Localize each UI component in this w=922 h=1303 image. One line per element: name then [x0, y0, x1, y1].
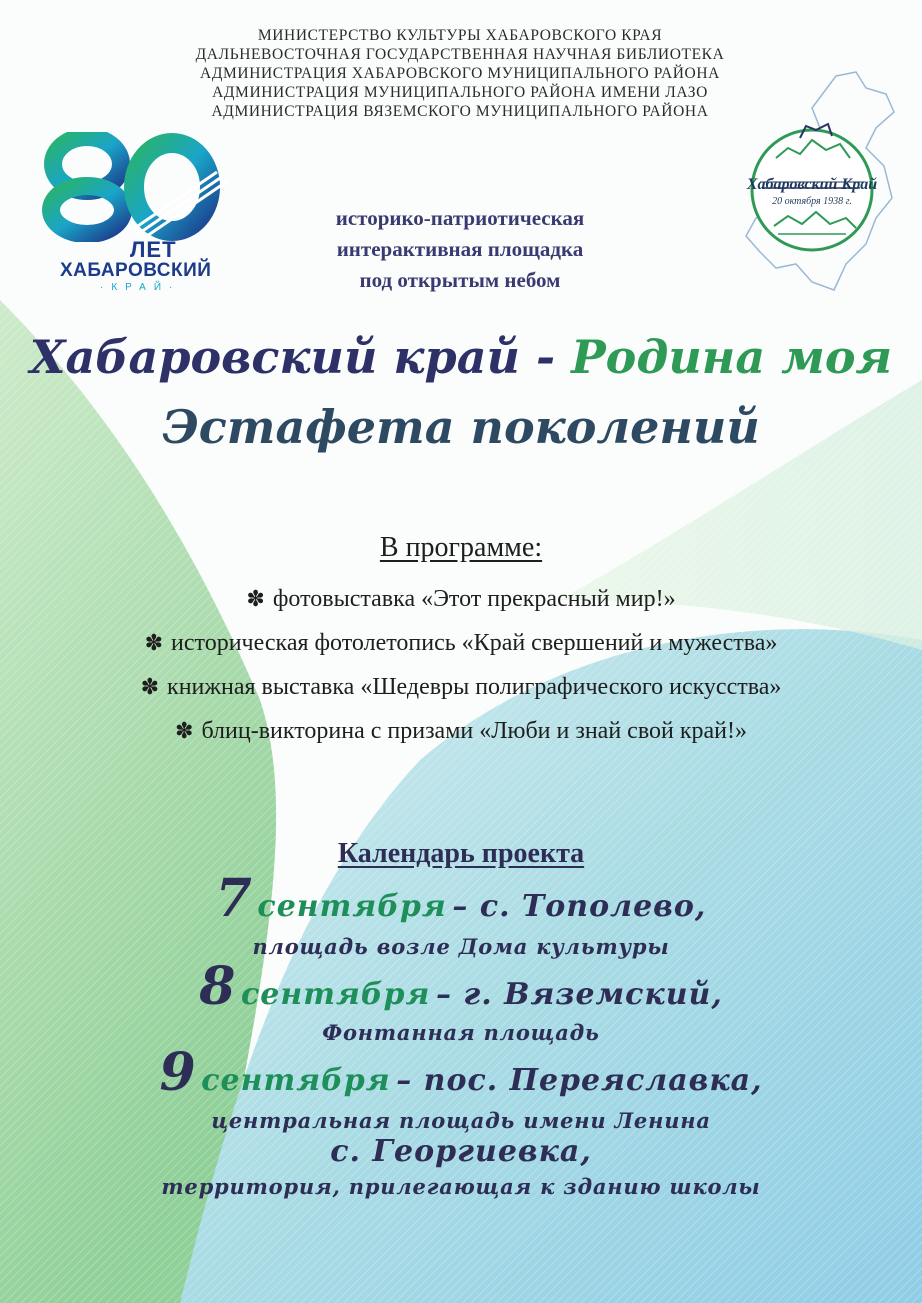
calendar-title: Календарь проекта [337, 838, 585, 869]
organizer-line: АДМИНИСТРАЦИЯ ВЯЗЕМСКОГО МУНИЦИПАЛЬНОГО РАЙОНА [211, 103, 709, 120]
headline-line-2: Эстафета поколений [162, 400, 760, 454]
calendar-event-line [0, 868, 922, 929]
emblem-date: 20 октября 1938 г. [772, 196, 852, 207]
program-item-text: книжная выставка «Шедевры полиграфического искусства» [167, 674, 782, 700]
event-month: сентября [201, 1063, 391, 1098]
calendar-event-line [0, 956, 922, 1017]
flower-bullet-icon: ✽ [175, 718, 194, 743]
flower-bullet-icon: ✽ [144, 630, 164, 655]
organizer-line: АДМИНИСТРАЦИЯ МУНИЦИПАЛЬНОГО РАЙОНА ИМЕНИ ЛАЗО [212, 84, 708, 101]
event-extra-place: с. Георгиевка, [330, 1134, 592, 1169]
event-detail: площадь возле Дома культуры [252, 934, 670, 959]
event-day: 9 [159, 1042, 196, 1103]
organizer-line: АДМИНИСТРАЦИЯ ХАБАРОВСКОГО МУНИЦИПАЛЬНОГО РАЙОНА [200, 65, 720, 82]
event-place: – с. Тополево, [452, 889, 707, 924]
flower-bullet-icon: ✽ [140, 674, 160, 699]
headline-line-1 [0, 322, 922, 392]
event-place: – г. Вяземский, [435, 977, 723, 1012]
calendar-event-line [0, 1042, 922, 1103]
program-item [0, 586, 922, 613]
event-subtitle [240, 203, 680, 296]
logo-let-text: ЛЕТ [130, 237, 177, 262]
headline-part-1: Хабаровский край - [29, 330, 572, 384]
event-detail: Фонтанная площадь [322, 1020, 600, 1045]
anniversary-logo [42, 132, 232, 302]
event-day: 7 [215, 868, 252, 929]
emblem-title: Хабаровский Край [746, 176, 878, 193]
region-emblem [716, 68, 902, 298]
headline-part-2: Родина моя [571, 330, 893, 384]
subtitle-line: интерактивная площадка [336, 237, 584, 261]
logo-krai-text: ·КРАЙ· [100, 282, 181, 293]
organizers-list [140, 26, 780, 121]
program-item-text: историческая фотолетопись «Край свершений и мужества» [171, 630, 778, 656]
program-item [0, 630, 922, 657]
event-extra-detail: территория, прилегающая к зданию школы [161, 1174, 761, 1199]
event-day: 8 [199, 956, 236, 1017]
event-month: сентября [257, 889, 447, 924]
program-item [0, 674, 922, 701]
subtitle-line: под открытым небом [359, 268, 561, 292]
program-item-text: блиц-викторина с призами «Люби и знай свой край!» [201, 718, 747, 744]
event-month: сентября [240, 977, 431, 1012]
logo-80-icon [42, 132, 232, 242]
organizer-line: ДАЛЬНЕВОСТОЧНАЯ ГОСУДАРСТВЕННАЯ НАУЧНАЯ БИБЛИОТЕКА [195, 46, 725, 63]
program-title: В программе: [379, 532, 543, 563]
subtitle-line: историко-патриотическая [335, 206, 585, 230]
logo-name-text: ХАБАРОВСКИЙ [60, 260, 212, 281]
flower-bullet-icon: ✽ [246, 586, 265, 611]
program-item-text: фотовыставка «Этот прекрасный мир!» [272, 586, 676, 612]
organizer-line: МИНИСТЕРСТВО КУЛЬТУРЫ ХАБАРОВСКОГО КРАЯ [257, 27, 663, 44]
event-place: – пос. Переяславка, [396, 1063, 763, 1098]
program-item [0, 718, 922, 745]
event-detail: центральная площадь имени Ленина [211, 1108, 711, 1133]
